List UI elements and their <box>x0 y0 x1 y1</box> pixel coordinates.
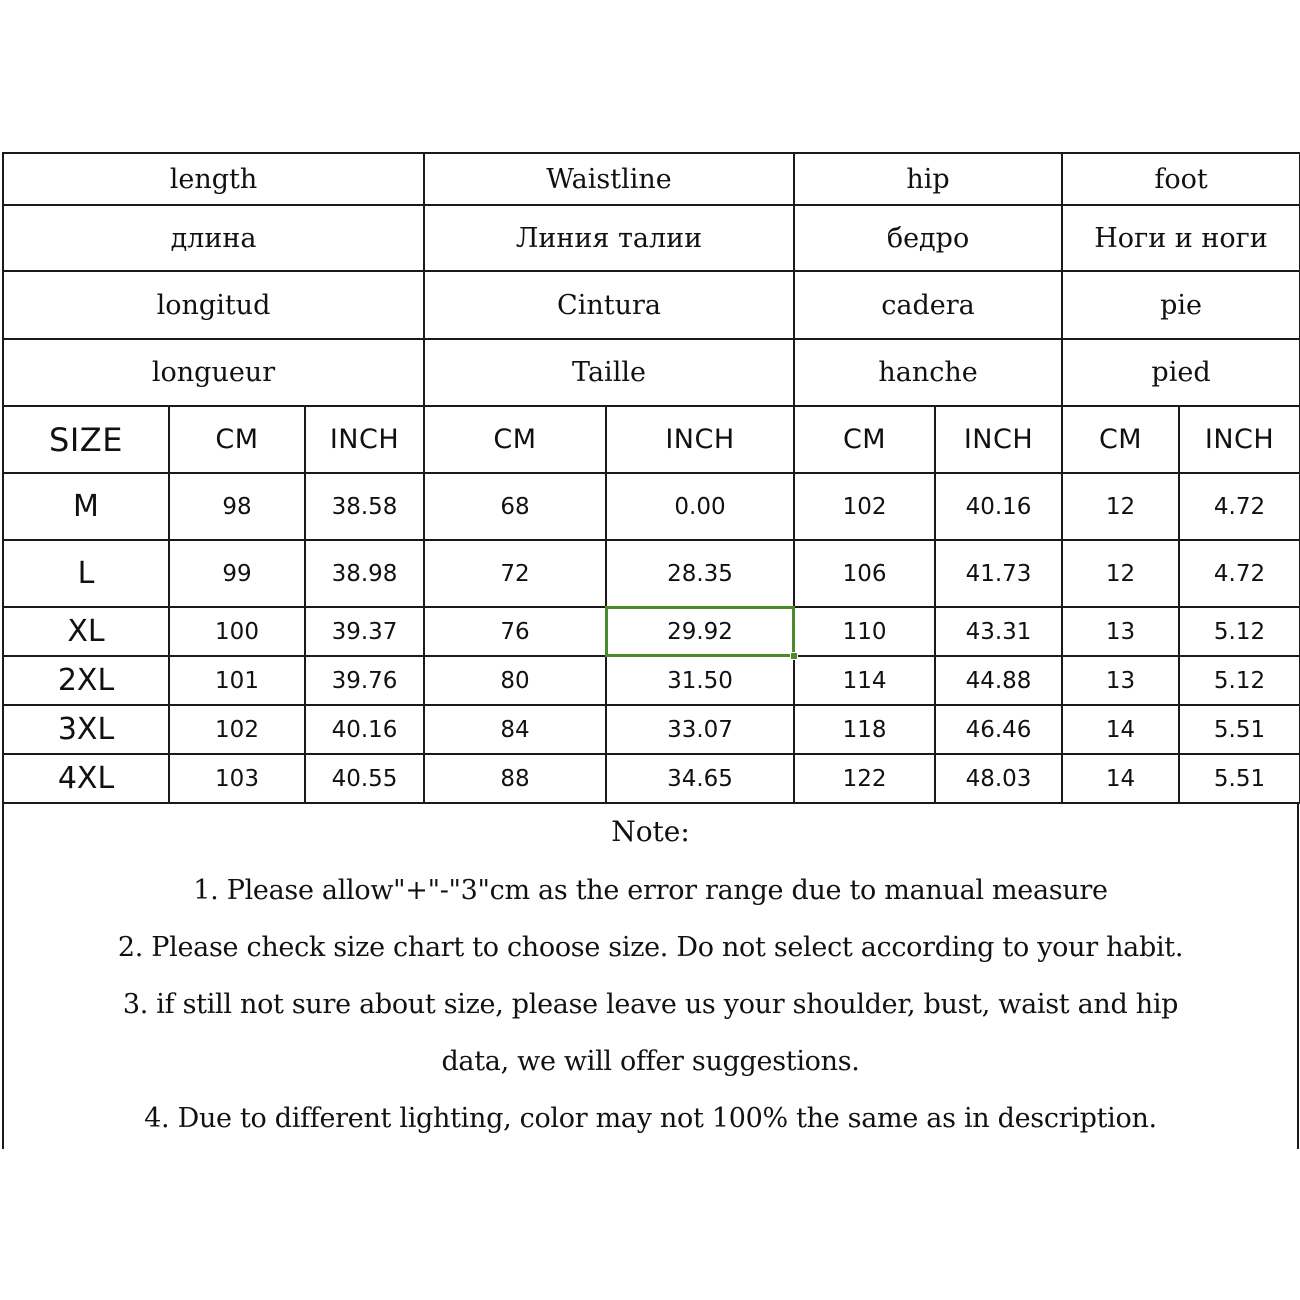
foot-inch-cell[interactable]: 5.51 <box>1179 705 1300 754</box>
size-cell[interactable]: L <box>3 540 169 607</box>
header-row-english <box>3 153 1300 205</box>
foot-inch-cell[interactable]: 4.72 <box>1179 540 1300 607</box>
size-chart <box>2 152 1299 1149</box>
hip-cm-cell[interactable]: 114 <box>794 656 935 705</box>
header-hip-ru[interactable]: бедро <box>794 205 1062 271</box>
length-cm-cell[interactable]: 99 <box>169 540 305 607</box>
header-waistline-es[interactable]: Cintura <box>424 271 794 339</box>
hip-inch-cell[interactable]: 48.03 <box>935 754 1062 803</box>
table-row <box>3 607 1300 656</box>
table-row <box>3 754 1300 803</box>
waist-cm-header[interactable]: CM <box>424 406 606 473</box>
length-inch-cell[interactable]: 40.16 <box>305 705 424 754</box>
waist-inch-header[interactable]: INCH <box>606 406 794 473</box>
header-foot-es[interactable]: pie <box>1062 271 1300 339</box>
hip-cm-header[interactable]: CM <box>794 406 935 473</box>
header-hip-fr[interactable]: hanche <box>794 339 1062 406</box>
foot-cm-cell[interactable]: 13 <box>1062 607 1179 656</box>
foot-cm-cell[interactable]: 14 <box>1062 705 1179 754</box>
table-row <box>3 656 1300 705</box>
length-inch-cell[interactable]: 38.58 <box>305 473 424 540</box>
foot-inch-cell[interactable]: 5.12 <box>1179 607 1300 656</box>
table-row <box>3 705 1300 754</box>
header-row-french <box>3 339 1300 406</box>
waist-inch-cell[interactable]: 34.65 <box>606 754 794 803</box>
header-row-russian <box>3 205 1300 271</box>
foot-cm-header[interactable]: CM <box>1062 406 1179 473</box>
size-column-header[interactable]: SIZE <box>3 406 169 473</box>
waist-inch-cell[interactable]: 0.00 <box>606 473 794 540</box>
size-table <box>2 152 1300 804</box>
hip-cm-cell[interactable]: 102 <box>794 473 935 540</box>
header-foot-fr[interactable]: pied <box>1062 339 1300 406</box>
waist-inch-cell[interactable]: 31.50 <box>606 656 794 705</box>
length-inch-cell[interactable]: 39.37 <box>305 607 424 656</box>
waist-cm-cell[interactable]: 84 <box>424 705 606 754</box>
hip-inch-cell[interactable]: 43.31 <box>935 607 1062 656</box>
waist-cm-cell[interactable]: 76 <box>424 607 606 656</box>
length-inch-cell[interactable]: 39.76 <box>305 656 424 705</box>
hip-inch-cell[interactable]: 44.88 <box>935 656 1062 705</box>
header-length-es[interactable]: longitud <box>3 271 424 339</box>
header-hip[interactable]: hip <box>794 153 1062 205</box>
table-row <box>3 540 1300 607</box>
note-line-1: 1. Please allow"+"-"3"cm as the error range due to manual measure <box>193 875 1108 906</box>
hip-cm-cell[interactable]: 110 <box>794 607 935 656</box>
note-section <box>2 804 1299 1149</box>
note-title: Note: <box>611 815 690 848</box>
hip-cm-cell[interactable]: 122 <box>794 754 935 803</box>
length-inch-cell[interactable]: 38.98 <box>305 540 424 607</box>
foot-cm-cell[interactable]: 12 <box>1062 473 1179 540</box>
foot-inch-cell[interactable]: 4.72 <box>1179 473 1300 540</box>
header-hip-es[interactable]: cadera <box>794 271 1062 339</box>
hip-cm-cell[interactable]: 106 <box>794 540 935 607</box>
foot-cm-cell[interactable]: 14 <box>1062 754 1179 803</box>
length-cm-cell[interactable]: 103 <box>169 754 305 803</box>
size-cell[interactable]: M <box>3 473 169 540</box>
length-inch-header[interactable]: INCH <box>305 406 424 473</box>
header-length-ru[interactable]: длина <box>3 205 424 271</box>
waist-cm-cell[interactable]: 88 <box>424 754 606 803</box>
hip-inch-cell[interactable]: 40.16 <box>935 473 1062 540</box>
note-line-4: 4. Due to different lighting, color may not 100% the same as in description. <box>144 1103 1157 1134</box>
length-cm-cell[interactable]: 100 <box>169 607 305 656</box>
size-cell[interactable]: 2XL <box>3 656 169 705</box>
header-waistline-ru[interactable]: Линия талии <box>424 205 794 271</box>
foot-cm-cell[interactable]: 12 <box>1062 540 1179 607</box>
note-line-2: 2. Please check size chart to choose size. Do not select according to your habit. <box>117 932 1184 963</box>
length-cm-cell[interactable]: 101 <box>169 656 305 705</box>
header-foot[interactable]: foot <box>1062 153 1300 205</box>
header-waistline[interactable]: Waistline <box>424 153 794 205</box>
header-length[interactable]: length <box>3 153 424 205</box>
note-line-3: 3. if still not sure about size, please leave us your shoulder, bust, waist and hip <box>122 989 1179 1020</box>
waist-cm-cell[interactable]: 72 <box>424 540 606 607</box>
length-cm-header[interactable]: CM <box>169 406 305 473</box>
header-length-fr[interactable]: longueur <box>3 339 424 406</box>
size-cell[interactable]: XL <box>3 607 169 656</box>
hip-inch-cell[interactable]: 41.73 <box>935 540 1062 607</box>
length-cm-cell[interactable]: 102 <box>169 705 305 754</box>
header-row-spanish <box>3 271 1300 339</box>
table-row <box>3 473 1300 540</box>
header-waistline-fr[interactable]: Taille <box>424 339 794 406</box>
foot-inch-cell[interactable]: 5.12 <box>1179 656 1300 705</box>
length-cm-cell[interactable]: 98 <box>169 473 305 540</box>
waist-inch-cell: 29.92 <box>667 618 733 645</box>
hip-inch-header[interactable]: INCH <box>935 406 1062 473</box>
waist-inch-cell[interactable]: 33.07 <box>606 705 794 754</box>
length-inch-cell[interactable]: 40.55 <box>305 754 424 803</box>
selected-cell-waist-inch[interactable] <box>606 607 794 656</box>
size-cell[interactable]: 3XL <box>3 705 169 754</box>
fill-handle[interactable] <box>790 652 798 660</box>
hip-cm-cell[interactable]: 118 <box>794 705 935 754</box>
waist-cm-cell[interactable]: 68 <box>424 473 606 540</box>
waist-inch-cell[interactable]: 28.35 <box>606 540 794 607</box>
waist-cm-cell[interactable]: 80 <box>424 656 606 705</box>
hip-inch-cell[interactable]: 46.46 <box>935 705 1062 754</box>
foot-cm-cell[interactable]: 13 <box>1062 656 1179 705</box>
size-cell[interactable]: 4XL <box>3 754 169 803</box>
foot-inch-header[interactable]: INCH <box>1179 406 1300 473</box>
foot-inch-cell[interactable]: 5.51 <box>1179 754 1300 803</box>
unit-row <box>3 406 1300 473</box>
note-line-3-cont: data, we will offer suggestions. <box>441 1046 860 1077</box>
header-foot-ru[interactable]: Ноги и ноги <box>1062 205 1300 271</box>
